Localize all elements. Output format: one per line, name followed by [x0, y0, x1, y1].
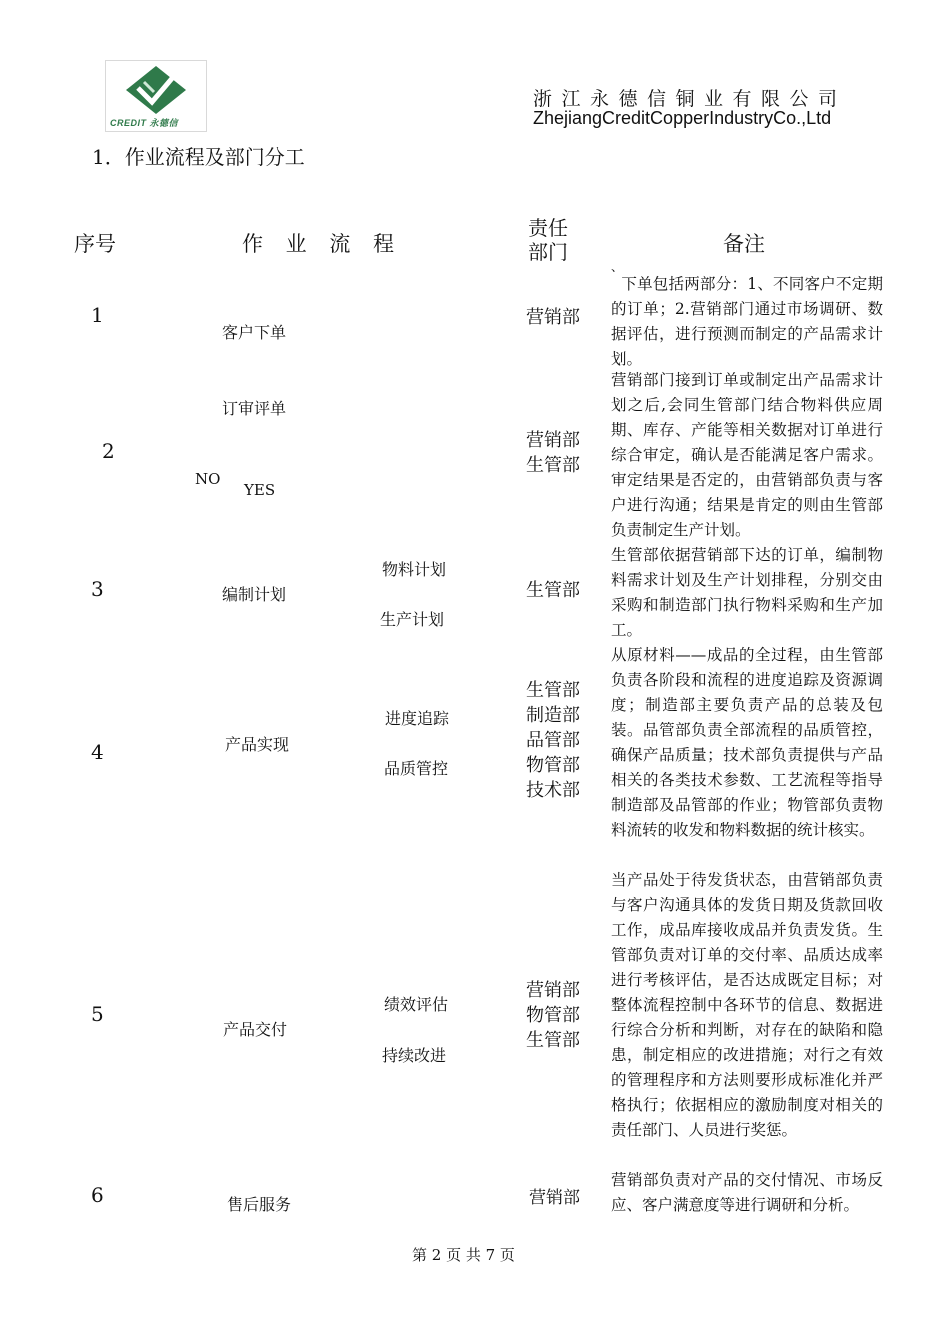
- row-2-no-label: NO: [195, 470, 221, 488]
- logo-diamond-icon: [124, 64, 188, 116]
- row-1-note: 下单包括两部分：1、不同客户不定期的订单；2.营销部门通过市场调研、数据评估，进行预测而制定的产品需求计划。: [611, 275, 883, 368]
- row-6-seq: 6: [91, 1183, 104, 1207]
- company-name-cn: 浙江永德信铜业有限公司: [533, 88, 847, 110]
- header-note: 备注: [723, 232, 765, 256]
- row-2-yes-label: YES: [244, 481, 276, 499]
- page-footer: 第 2 页 共 7 页: [412, 1246, 515, 1264]
- section-title: 1．作业流程及部门分工: [92, 145, 305, 169]
- row-2-seq: 2: [102, 439, 115, 463]
- row-3-seq: 3: [91, 577, 104, 601]
- header-seq: 序号: [74, 232, 116, 256]
- row-4-sub-1: 进度追踪: [385, 709, 450, 728]
- row-4-note: 从原材料——成品的全过程，由生管部负责各阶段和流程的进度追踪及资源调度；制造部主要负责产品的总装及包装。品管部负责全部流程的品质管控，确保产品质量；技术部负责提供与产品相关的各类技术参数、工艺流程等指导制造部及品管部的作业；物管部负责物料流转的收发和物料数据的统计核实。: [611, 646, 883, 839]
- row-5-sub-2: 持续改进: [382, 1046, 447, 1065]
- row-1-step: 客户下单: [222, 323, 287, 342]
- company-logo: [105, 60, 207, 132]
- row-5-sub-1: 绩效评估: [384, 995, 449, 1014]
- row-3-note: 生管部依据营销部下达的订单，编制物料需求计划及生产计划排程，分别交由采购和制造部门执行物料采购和生产加工。: [611, 546, 883, 639]
- row-6-step: 售后服务: [227, 1195, 292, 1214]
- row-2-dept: 营销部 生管部: [526, 430, 580, 476]
- row-5-seq: 5: [91, 1002, 104, 1026]
- row-5-note: 当产品处于待发货状态，由营销部负责与客户沟通具体的发货日期及货款回收工作，成品库接收成品并负责发货。生管部负责对订单的交付率、品质达成率进行考核评估，是否达成既定目标；对整体流程控制中各环节的信息、数据进行综合分析和判断，对存在的缺陷和隐患，制定相应的改进措施；对行之有效的管理程序和方法则要形成标准化并严格执行；依据相应的激励制度对相关的责任部门、人员进行奖惩。: [611, 871, 883, 1139]
- row-4-sub-2: 品质管控: [384, 759, 449, 778]
- company-name-en: ZhejiangCreditCopperIndustryCo.,Ltd: [533, 108, 832, 128]
- stray-mark: 、: [611, 260, 624, 274]
- row-3-dept: 生管部: [526, 580, 580, 601]
- header-flow: 作 业 流 程: [242, 232, 403, 256]
- row-3-sub-2: 生产计划: [380, 610, 445, 629]
- row-5-step: 产品交付: [223, 1020, 288, 1039]
- logo-text: CREDIT 永德信: [110, 118, 179, 128]
- row-4-dept: 生管部 制造部 品管部 物管部 技术部: [526, 680, 580, 801]
- row-3-sub-1: 物料计划: [382, 560, 447, 579]
- row-5-dept: 营销部 物管部 生管部: [526, 980, 580, 1051]
- row-1-dept: 营销部: [526, 307, 580, 328]
- header-dept: 责任部门: [528, 216, 568, 264]
- row-3-step: 编制计划: [222, 585, 287, 604]
- row-2-note: 营销部门接到订单或制定出产品需求计划之后,会同生管部门结合物料供应周期、库存、产能等相关数据对订单进行综合审定，确认是否能满足客户需求。审定结果是否定的，由营销部负责与客户进行沟通；结果是肯定的则由生管部负责制定生产计划。: [611, 371, 883, 539]
- row-2-step: 订审评单: [222, 399, 287, 418]
- row-4-seq: 4: [91, 740, 104, 764]
- row-6-dept: 营销部: [529, 1188, 580, 1208]
- row-1-seq: 1: [91, 303, 104, 327]
- row-4-step: 产品实现: [225, 735, 290, 754]
- row-6-note: 营销部负责对产品的交付情况、市场反应、客户满意度等进行调研和分析。: [611, 1171, 883, 1214]
